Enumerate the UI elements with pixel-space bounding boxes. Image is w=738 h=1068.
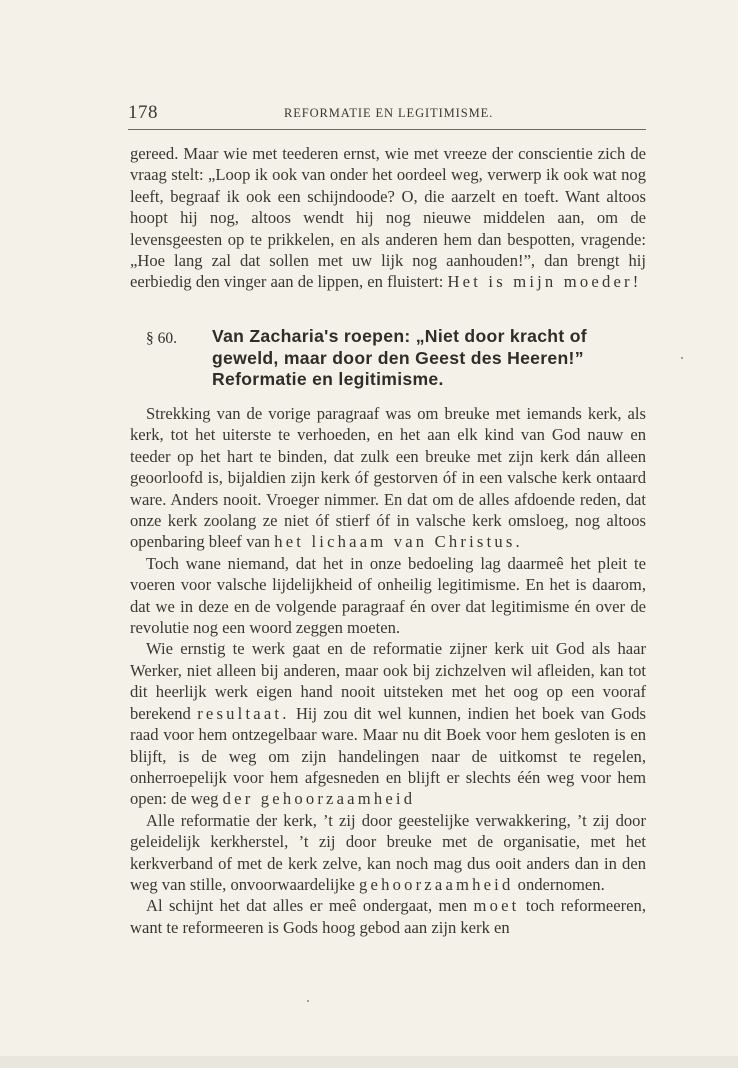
header-rule [128,129,646,130]
opening-paragraph-block [130,143,646,293]
paragraph-2: Toch wane niemand, dat het in onze bedoeling lag daarmeê het pleit te voeren voor valsche lijdelijkheid of onheilig legitimisme. En het is daarom, dat we in deze en de volgende paragraaf én over dat legitimisme én over de revolutie nog een woord zeggen moeten. [130,553,646,638]
paragraph-3-text-b: Hij zou dit wel kunnen, indien het boek van Gods raad voor hem ontzegelbaar ware. Maar nu dit Boek voor hem gesloten is en blijft, is de weg om zijn handelingen naar de uitkomst te regelen, onherroepelijk voor hem afgesneden en blijft er slechts één weg voor hem open: de weg [130,703,646,809]
spaced-emphasis: resultaat. [197,703,290,723]
paragraph-3 [130,638,646,809]
spaced-emphasis: Het is mijn moeder! [447,272,642,292]
running-head: REFORMATIE EN LEGITIMISME. [284,106,494,120]
opening-paragraph-text: gereed. Maar wie met teederen ernst, wie met vreeze der conscientie zich de vraag stelt: „Loop ik ook van onder het oordeel weg, verwerp ik ook wat nog leeft, begraaf ik ook een schijndoode? O, die aarzelt en toeft. Want altoos hoopt hij nog, altoos wendt hij nog nieuwe middelen aan, om de levensgeesten op te prikkelen, en als anderen hem dan bespotten, vragende: „Hoe lang zal dat sollen met uw lijk nog aanhouden!”, dan brengt hij eerbiedig den vinger aan de lippen, en fluistert: [130,144,646,292]
print-speck [307,1000,309,1002]
paragraph-1 [130,403,646,553]
paragraph-5 [130,895,646,938]
paragraph-4 [130,810,646,896]
section-title: Van Zacharia's roepen: „Niet door kracht of geweld, maar door den Geest des Heeren!” Reformatie en legitimisme. [212,326,587,389]
scan-edge [0,1056,738,1068]
section-heading [140,326,640,391]
spaced-emphasis: moet [473,896,520,916]
section-body [130,403,646,938]
paragraph-4-text-a: Alle reformatie der kerk, ’t zij door geestelijke verwakkering, ’t zij door geleidelijk kerkherstel, ’t zij door breuke met de organisatie, met het kerkverband of met de kerk zelve, kan noch mag dus ooit anders dan in den weg van stille, onvoorwaardelijke [130,810,646,894]
page-header [128,102,646,126]
paragraph-5-text-b: toch reformeeren, want te reformeeren is Gods hoog gebod aan zijn kerk en [130,896,646,937]
spaced-emphasis: der gehoorzaamheid [222,789,416,809]
print-speck [681,357,683,359]
opening-paragraph [130,143,646,293]
section-number: § 60. [146,330,177,347]
spaced-emphasis: gehoorzaamheid [359,874,514,894]
paragraph-3-text-a: Wie ernstig te werk gaat en de reformatie zijner kerk uit God als haar Werker, niet alleen bij anderen, maar ook bij zichzelven wil afleiden, kan tot dit heerlijk werk eigen hand nooit uitsteken met het oog op een vooraf berekend [130,639,646,723]
paragraph-1-text: Strekking van de vorige paragraaf was om breuke met iemands kerk, als kerk, tot het uiterste te verhoeden, en het aan elk kind van God nauw en teeder op het hart te binden, dat zulk een breuke met zijn kerk dán alleen geoorloofd is, bijaldien zijn kerk óf gestorven óf in een valsche kerk ontaard ware. Anders nooit. Vroeger nimmer. En dat om de alles afdoende reden, dat onze kerk zoolang ze niet óf stierf óf in valsche kerk omsloeg, nog altoos openbaring bleef van [130,404,646,552]
paragraph-4-text-b: ondernomen. [517,874,605,894]
spaced-emphasis: het lichaam van Christus. [274,532,523,552]
page-number: 178 [128,102,158,123]
paragraph-5-text-a: Al schijnt het dat alles er meê ondergaat, men [146,896,468,916]
